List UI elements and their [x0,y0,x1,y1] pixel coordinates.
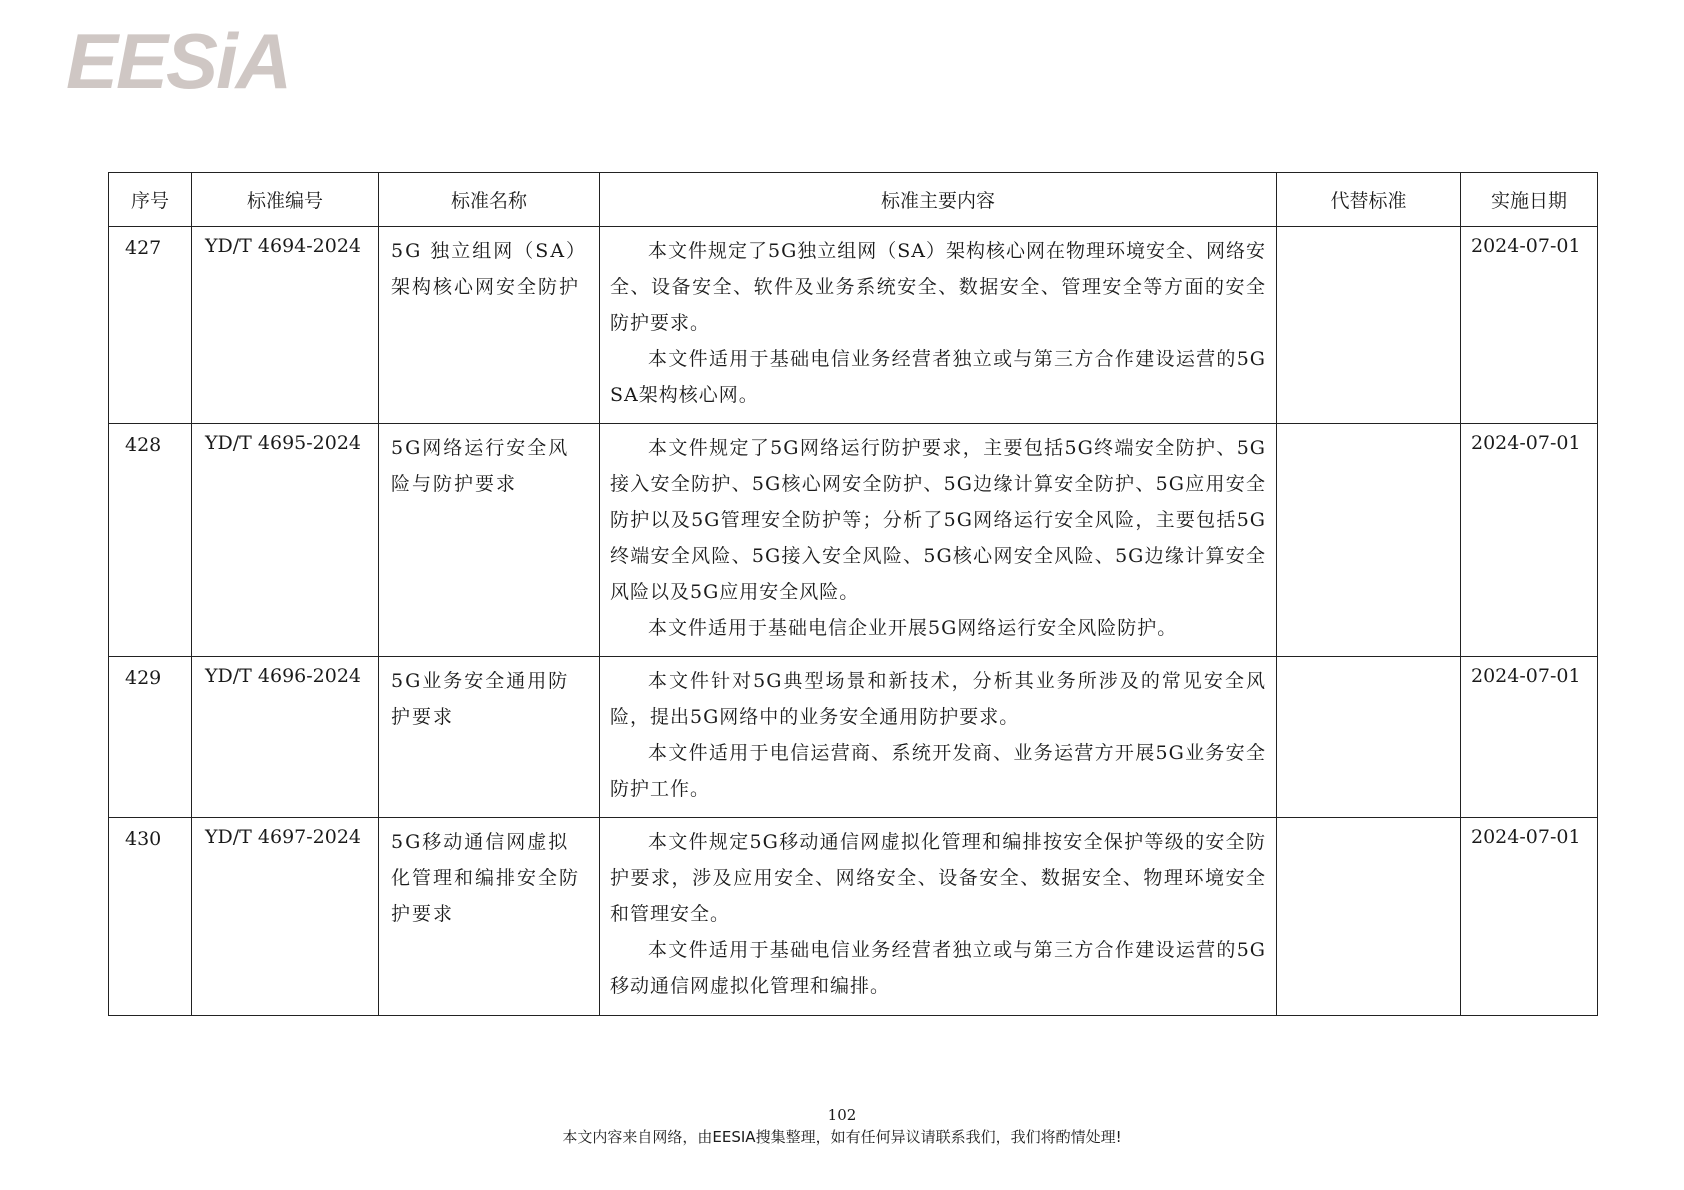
content-paragraph: 本文件适用于电信运营商、系统开发商、业务运营方开展5G业务安全防护工作。 [610,742,1266,800]
row-code: YD/T 4694-2024 [192,227,379,424]
table-row [109,424,1598,657]
row-seq: 430 [109,818,192,1016]
row-date: 2024-07-01 [1461,424,1598,657]
header-date: 实施日期 [1461,173,1598,227]
content-paragraph: 本文件适用于基础电信业务经营者独立或与第三方合作建设运营的5G移动通信网虚拟化管理和编排。 [610,939,1266,997]
header-seq: 序号 [109,173,192,227]
content-paragraph: 本文件适用于基础电信企业开展5G网络运行安全风险防护。 [648,617,1178,639]
row-code: YD/T 4696-2024 [192,657,379,818]
content-paragraph: 本文件规定5G移动通信网虚拟化管理和编排按安全保护等级的安全防护要求，涉及应用安全、网络安全、设备安全、数据安全、物理环境安全和管理安全。 [610,831,1266,925]
eesia-logo: EESiA [66,17,291,105]
row-name: 5G移动通信网虚拟化管理和编排安全防护要求 [379,818,600,1016]
row-name: 5G业务安全通用防护要求 [379,657,600,818]
row-content [600,657,1277,818]
content-paragraph: 本文件规定了5G独立组网（SA）架构核心网在物理环境安全、网络安全、设备安全、软件及业务系统安全、数据安全、管理安全等方面的安全防护要求。 [610,240,1267,334]
table-row [109,227,1598,424]
row-content [600,424,1277,657]
row-replaces [1277,227,1461,424]
row-content [600,818,1277,1016]
row-code: YD/T 4695-2024 [192,424,379,657]
page-number: 102 [827,1106,857,1124]
row-name: 5G网络运行安全风险与防护要求 [379,424,600,657]
header-content: 标准主要内容 [600,173,1277,227]
row-date: 2024-07-01 [1461,227,1598,424]
row-seq: 429 [109,657,192,818]
row-seq: 428 [109,424,192,657]
row-code: YD/T 4697-2024 [192,818,379,1016]
header-name: 标准名称 [379,173,600,227]
table-row [109,818,1598,1016]
table-row [109,657,1598,818]
row-replaces [1277,657,1461,818]
row-seq: 427 [109,227,192,424]
content-paragraph: 本文件适用于基础电信业务经营者独立或与第三方合作建设运营的5G SA架构核心网。 [610,348,1266,406]
row-content [600,227,1277,424]
table-header-row [109,173,1598,227]
row-name: 5G 独立组网（SA）架构核心网安全防护 [379,227,600,424]
content-paragraph: 本文件规定了5G网络运行防护要求，主要包括5G终端安全防护、5G接入安全防护、5G核心网安全防护、5G边缘计算安全防护、5G应用安全防护以及5G管理安全防护等；分析了5G网络运行安全风险，主要包括5G终端安全风险、5G接入安全风险、5G核心网安全风险、5G边缘计算安全风险以及5G应用安全风险。 [610,437,1266,603]
row-replaces [1277,424,1461,657]
row-date: 2024-07-01 [1461,657,1598,818]
footer-disclaimer: 本文内容来自网络，由EESIA搜集整理，如有任何异议请联系我们，我们将酌情处理! [562,1128,1122,1146]
row-date: 2024-07-01 [1461,818,1598,1016]
row-replaces [1277,818,1461,1016]
header-replaces: 代替标准 [1277,173,1461,227]
standards-table [108,172,1598,1016]
content-paragraph: 本文件针对5G典型场景和新技术，分析其业务所涉及的常见安全风险，提出5G网络中的业务安全通用防护要求。 [610,670,1266,728]
header-code: 标准编号 [192,173,379,227]
